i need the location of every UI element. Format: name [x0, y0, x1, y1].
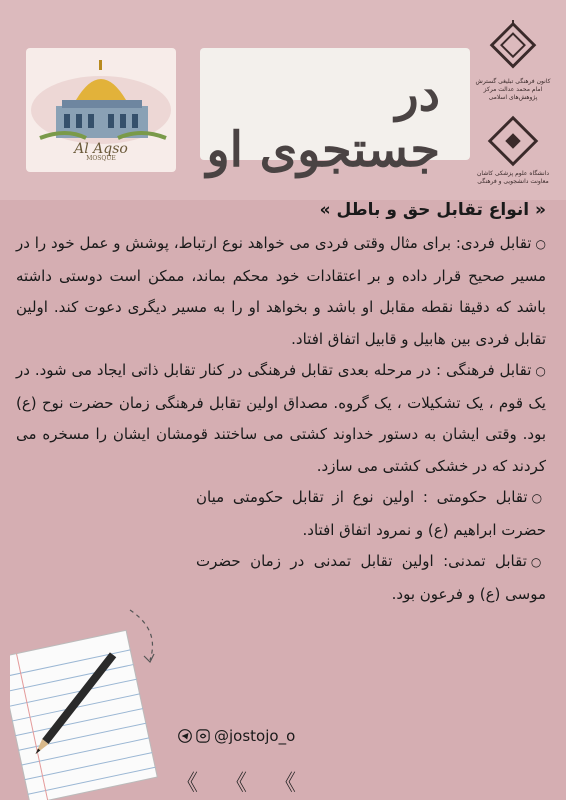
bullet-icon: ○ [530, 555, 546, 569]
logo-1-text: کانون فرهنگی تبلیغی گسترش امام محمد عدالت مرکز پژوهش‌های اسلامی [475, 78, 551, 101]
eitaa-icon [196, 729, 210, 743]
paragraph-individual [16, 228, 546, 355]
picture-caption-sub: MOSQUE [86, 155, 116, 162]
bullet-icon: ○ [531, 491, 546, 505]
picture-caption-title: Al Aqso [74, 141, 128, 157]
title-banner [200, 48, 470, 178]
picture-caption [26, 141, 176, 162]
handle-text: @jostojo_o [214, 727, 296, 745]
paragraph-text: تقابل حکومتی : اولین نوع از تقابل حکومتی میان حضرت ابراهیم (ع) و نمرود اتفاق افتاد. [196, 488, 546, 539]
logo-2-text: دانشگاه علوم پزشکی کاشان معاونت دانشجویی و فرهنگی [476, 170, 550, 185]
mosque-icon [26, 48, 176, 148]
bullet-icon: ○ [535, 237, 546, 251]
institute-logo-icon [483, 20, 543, 78]
article-heading: « انواع تقابل حق و باطل » [319, 200, 546, 220]
paragraph-cultural [16, 355, 546, 482]
paragraph-governmental [16, 482, 546, 546]
university-logo-icon [483, 112, 543, 170]
social-handle[interactable] [178, 727, 295, 745]
page-title: در جستجوی او [206, 66, 440, 178]
logo-column [470, 20, 556, 186]
notebook-pencil-icon [10, 600, 180, 800]
telegram-icon [178, 729, 192, 743]
paragraph-text: تقابل تمدنی: اولین تقابل تمدنی در زمان حضرت موسی (ع) و فرعون بود. [196, 552, 546, 603]
al-aqsa-picture [26, 48, 176, 172]
paragraph-text: تقابل فرهنگی : در مرحله بعدی تقابل فرهنگی در کنار تقابل ذاتی ایجاد می شود. در یک قوم ، یک تشکیلات ، یک گروه. مصداق اولین تقابل فرهنگی زمان حضرت نوح (ع) بود. وقتی ایشان به دستور خداوند کشتی می ساختند قومشان ایشان را مسخره می کردند که در خشکی کشتی می سازد. [16, 361, 546, 475]
paragraph-text: تقابل فردی: برای مثال وقتی فردی می خواهد نوع ارتباط، پوشش و عمل خود را در مسیر صحیح قرار داده و بر اعتقادات خود محکم بماند، ممکن است دوستی داشته باشد که دقیقا نقطه مقابل او باشد و بخواهد او را به مسیر دیگری دعوت کند. اولین تقابل فردی بین هابیل و قابیل اتفاق افتاد. [16, 234, 546, 348]
article [16, 200, 546, 610]
bullet-icon: ○ [535, 364, 546, 378]
decorative-chevrons: 《 《 《 [176, 771, 306, 796]
